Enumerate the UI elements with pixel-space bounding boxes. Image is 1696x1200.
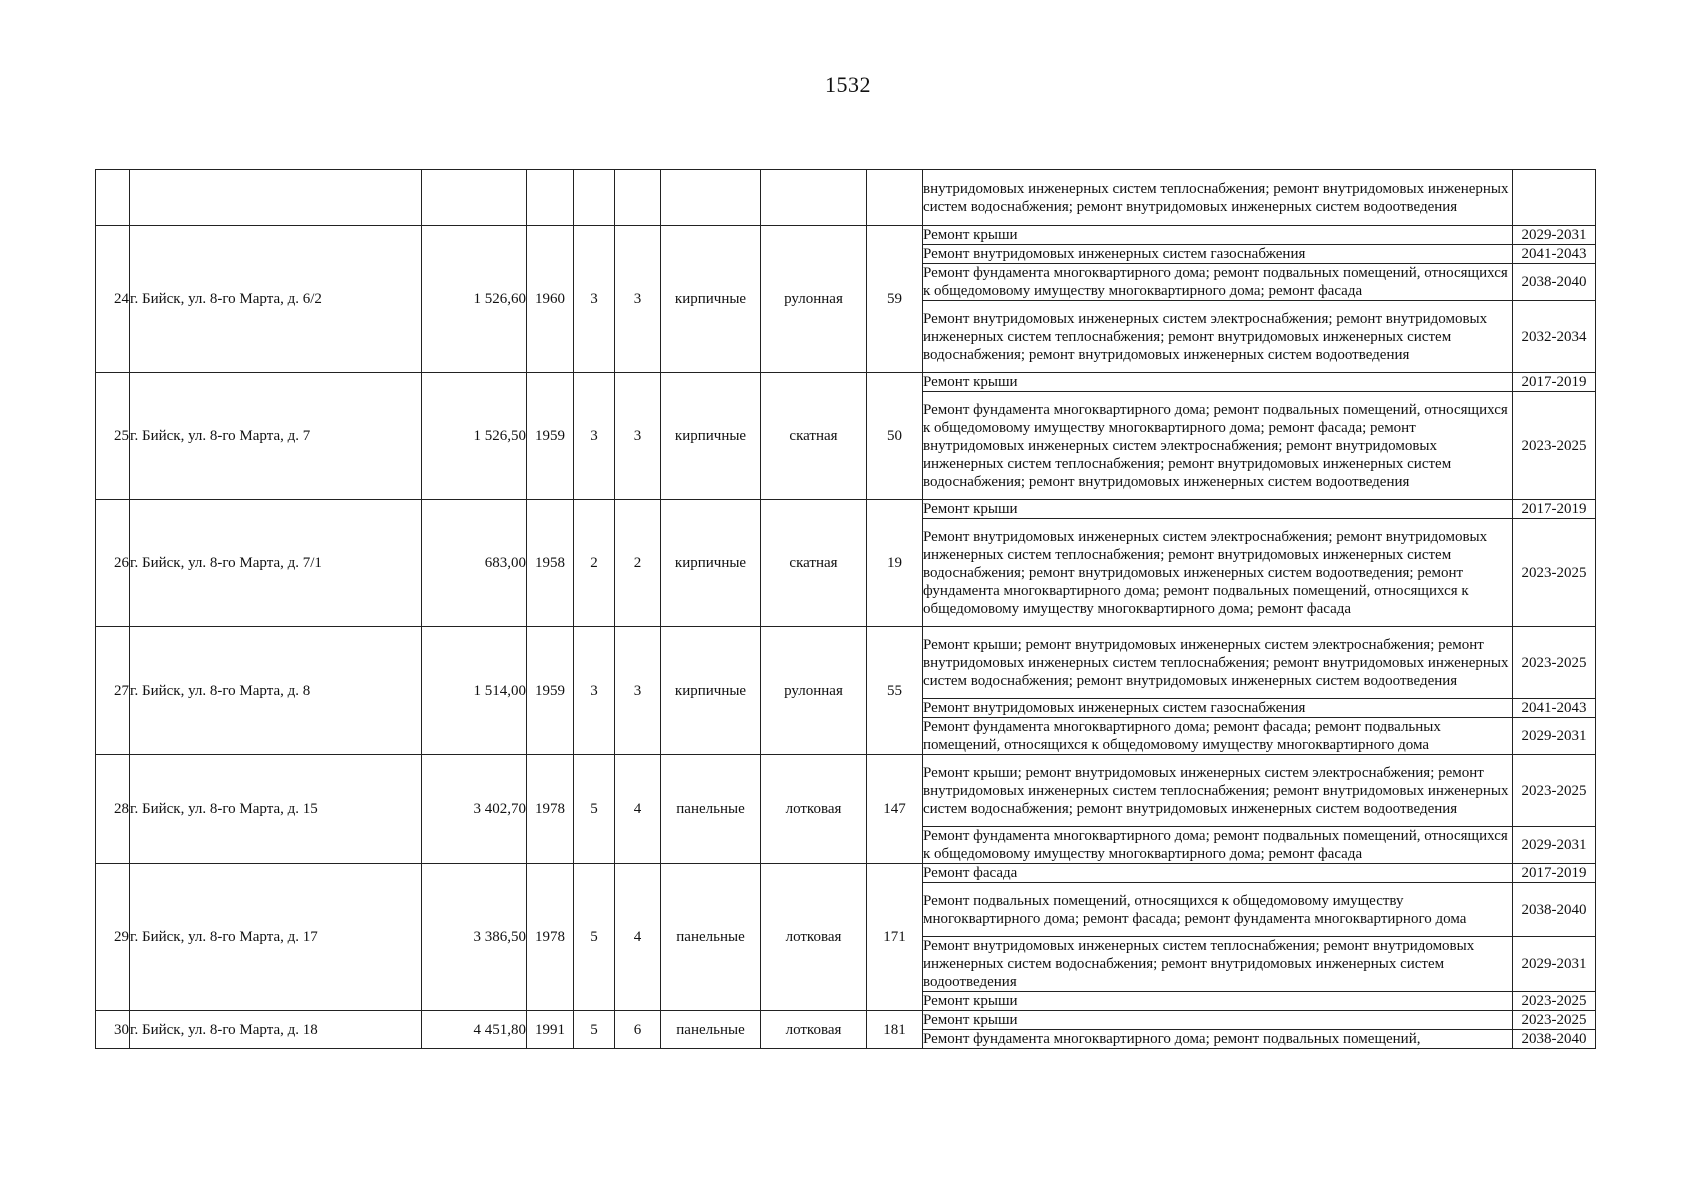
table-row	[96, 500, 1596, 519]
entrances-cell: 4	[615, 755, 661, 864]
work-period: 2023-2025	[1513, 992, 1596, 1011]
work-description: Ремонт фундамента многоквартирного дома; ремонт фасада; ремонт подвальных помещений, относящихся к общедомовому имуществу многоквартирного дома	[923, 718, 1513, 755]
entrances-cell: 6	[615, 1011, 661, 1049]
work-description: Ремонт фундамента многоквартирного дома; ремонт подвальных помещений,	[923, 1030, 1513, 1049]
roof-type-cell	[761, 170, 867, 226]
floors-cell: 3	[574, 373, 615, 500]
area-cell: 683,00	[422, 500, 527, 627]
area-cell: 3 386,50	[422, 864, 527, 1011]
work-period: 2041-2043	[1513, 699, 1596, 718]
work-period: 2023-2025	[1513, 755, 1596, 827]
address-cell: г. Бийск, ул. 8-го Марта, д. 8	[130, 627, 422, 755]
wall-material-cell: кирпичные	[661, 627, 761, 755]
work-description: Ремонт крыши	[923, 500, 1513, 519]
work-description: Ремонт крыши	[923, 1011, 1513, 1030]
table-row	[96, 373, 1596, 392]
row-number: 24	[96, 226, 130, 373]
work-period: 2017-2019	[1513, 500, 1596, 519]
work-description: Ремонт крыши; ремонт внутридомовых инженерных систем электроснабжения; ремонт внутридомовых инженерных систем теплоснабжения; ремонт внутридомовых инженерных систем водоснабжения; ремонт внутридомовых инженерных систем водоотведения	[923, 627, 1513, 699]
roof-type-cell: скатная	[761, 500, 867, 627]
roof-type-cell: лотковая	[761, 864, 867, 1011]
area-cell: 1 526,50	[422, 373, 527, 500]
residents-cell: 181	[867, 1011, 923, 1049]
residents-cell: 55	[867, 627, 923, 755]
entrances-cell: 2	[615, 500, 661, 627]
repair-schedule-table	[95, 169, 1596, 1049]
work-period	[1513, 170, 1596, 226]
roof-type-cell: лотковая	[761, 755, 867, 864]
row-number: 25	[96, 373, 130, 500]
work-description: Ремонт фундамента многоквартирного дома; ремонт подвальных помещений, относящихся к общедомовому имуществу многоквартирного дома; ремонт фасада	[923, 827, 1513, 864]
wall-material-cell	[661, 170, 761, 226]
table-row	[96, 170, 1596, 226]
floors-cell: 5	[574, 1011, 615, 1049]
area-cell: 3 402,70	[422, 755, 527, 864]
table-row	[96, 627, 1596, 699]
row-number: 29	[96, 864, 130, 1011]
roof-type-cell: скатная	[761, 373, 867, 500]
residents-cell: 19	[867, 500, 923, 627]
work-description: Ремонт крыши; ремонт внутридомовых инженерных систем электроснабжения; ремонт внутридомовых инженерных систем теплоснабжения; ремонт внутридомовых инженерных систем водоснабжения; ремонт внутридомовых инженерных систем водоотведения	[923, 755, 1513, 827]
work-period: 2017-2019	[1513, 864, 1596, 883]
work-period: 2038-2040	[1513, 264, 1596, 301]
year-cell	[527, 170, 574, 226]
work-period: 2023-2025	[1513, 392, 1596, 500]
roof-type-cell: лотковая	[761, 1011, 867, 1049]
work-period: 2017-2019	[1513, 373, 1596, 392]
address-cell: г. Бийск, ул. 8-го Марта, д. 17	[130, 864, 422, 1011]
year-cell: 1959	[527, 373, 574, 500]
residents-cell	[867, 170, 923, 226]
floors-cell	[574, 170, 615, 226]
work-description: Ремонт фасада	[923, 864, 1513, 883]
work-description: Ремонт крыши	[923, 992, 1513, 1011]
work-description: Ремонт подвальных помещений, относящихся к общедомовому имуществу многоквартирного дома; ремонт фасада; ремонт фундамента многоквартирного дома	[923, 883, 1513, 937]
work-description: Ремонт внутридомовых инженерных систем электроснабжения; ремонт внутридомовых инженерных систем теплоснабжения; ремонт внутридомовых инженерных систем водоснабжения; ремонт внутридомовых инженерных систем водоотведения; ремонт фундамента многоквартирного дома; ремонт подвальных помещений, относящихся к общедомовому имуществу многоквартирного дома; ремонт фасада	[923, 519, 1513, 627]
work-period: 2041-2043	[1513, 245, 1596, 264]
table-row	[96, 1011, 1596, 1030]
floors-cell: 3	[574, 226, 615, 373]
work-description: Ремонт внутридомовых инженерных систем электроснабжения; ремонт внутридомовых инженерных систем теплоснабжения; ремонт внутридомовых инженерных систем водоснабжения; ремонт внутридомовых инженерных систем водоотведения	[923, 301, 1513, 373]
work-period: 2038-2040	[1513, 883, 1596, 937]
row-number: 30	[96, 1011, 130, 1049]
year-cell: 1959	[527, 627, 574, 755]
wall-material-cell: панельные	[661, 1011, 761, 1049]
work-description: Ремонт внутридомовых инженерных систем газоснабжения	[923, 245, 1513, 264]
entrances-cell: 3	[615, 373, 661, 500]
area-cell: 1 526,60	[422, 226, 527, 373]
work-period: 2029-2031	[1513, 718, 1596, 755]
residents-cell: 171	[867, 864, 923, 1011]
work-description: Ремонт внутридомовых инженерных систем теплоснабжения; ремонт внутридомовых инженерных систем водоснабжения; ремонт внутридомовых инженерных систем водоотведения	[923, 937, 1513, 992]
work-period: 2032-2034	[1513, 301, 1596, 373]
work-period: 2023-2025	[1513, 519, 1596, 627]
entrances-cell: 4	[615, 864, 661, 1011]
table-row	[96, 755, 1596, 827]
year-cell: 1978	[527, 755, 574, 864]
area-cell: 4 451,80	[422, 1011, 527, 1049]
roof-type-cell: рулонная	[761, 226, 867, 373]
work-period: 2023-2025	[1513, 627, 1596, 699]
work-period: 2029-2031	[1513, 226, 1596, 245]
entrances-cell	[615, 170, 661, 226]
work-period: 2023-2025	[1513, 1011, 1596, 1030]
wall-material-cell: панельные	[661, 755, 761, 864]
roof-type-cell: рулонная	[761, 627, 867, 755]
address-cell: г. Бийск, ул. 8-го Марта, д. 7	[130, 373, 422, 500]
entrances-cell: 3	[615, 226, 661, 373]
year-cell: 1978	[527, 864, 574, 1011]
work-description: внутридомовых инженерных систем теплоснабжения; ремонт внутридомовых инженерных систем водоснабжения; ремонт внутридомовых инженерных систем водоотведения	[923, 170, 1513, 226]
row-number: 26	[96, 500, 130, 627]
year-cell: 1960	[527, 226, 574, 373]
work-description: Ремонт крыши	[923, 226, 1513, 245]
residents-cell: 50	[867, 373, 923, 500]
work-description: Ремонт крыши	[923, 373, 1513, 392]
wall-material-cell: панельные	[661, 864, 761, 1011]
work-period: 2029-2031	[1513, 937, 1596, 992]
page-number: 1532	[825, 72, 871, 97]
row-number: 27	[96, 627, 130, 755]
table-row	[96, 226, 1596, 245]
floors-cell: 3	[574, 627, 615, 755]
wall-material-cell: кирпичные	[661, 373, 761, 500]
work-period: 2029-2031	[1513, 827, 1596, 864]
row-number: 28	[96, 755, 130, 864]
address-cell: г. Бийск, ул. 8-го Марта, д. 18	[130, 1011, 422, 1049]
work-description: Ремонт фундамента многоквартирного дома; ремонт подвальных помещений, относящихся к общедомовому имуществу многоквартирного дома; ремонт фасада; ремонт внутридомовых инженерных систем электроснабжения; ремонт внутридомовых инженерных систем теплоснабжения; ремонт внутридомовых инженерных систем водоснабжения; ремонт внутридомовых инженерных систем водоотведения	[923, 392, 1513, 500]
residents-cell: 147	[867, 755, 923, 864]
address-cell: г. Бийск, ул. 8-го Марта, д. 7/1	[130, 500, 422, 627]
table-row	[96, 864, 1596, 883]
wall-material-cell: кирпичные	[661, 226, 761, 373]
work-period: 2038-2040	[1513, 1030, 1596, 1049]
area-cell: 1 514,00	[422, 627, 527, 755]
address-cell: г. Бийск, ул. 8-го Марта, д. 15	[130, 755, 422, 864]
work-description: Ремонт фундамента многоквартирного дома; ремонт подвальных помещений, относящихся к общедомовому имуществу многоквартирного дома; ремонт фасада	[923, 264, 1513, 301]
work-description: Ремонт внутридомовых инженерных систем газоснабжения	[923, 699, 1513, 718]
year-cell: 1991	[527, 1011, 574, 1049]
wall-material-cell: кирпичные	[661, 500, 761, 627]
floors-cell: 2	[574, 500, 615, 627]
address-cell	[130, 170, 422, 226]
year-cell: 1958	[527, 500, 574, 627]
residents-cell: 59	[867, 226, 923, 373]
floors-cell: 5	[574, 755, 615, 864]
row-number	[96, 170, 130, 226]
area-cell	[422, 170, 527, 226]
entrances-cell: 3	[615, 627, 661, 755]
address-cell: г. Бийск, ул. 8-го Марта, д. 6/2	[130, 226, 422, 373]
floors-cell: 5	[574, 864, 615, 1011]
